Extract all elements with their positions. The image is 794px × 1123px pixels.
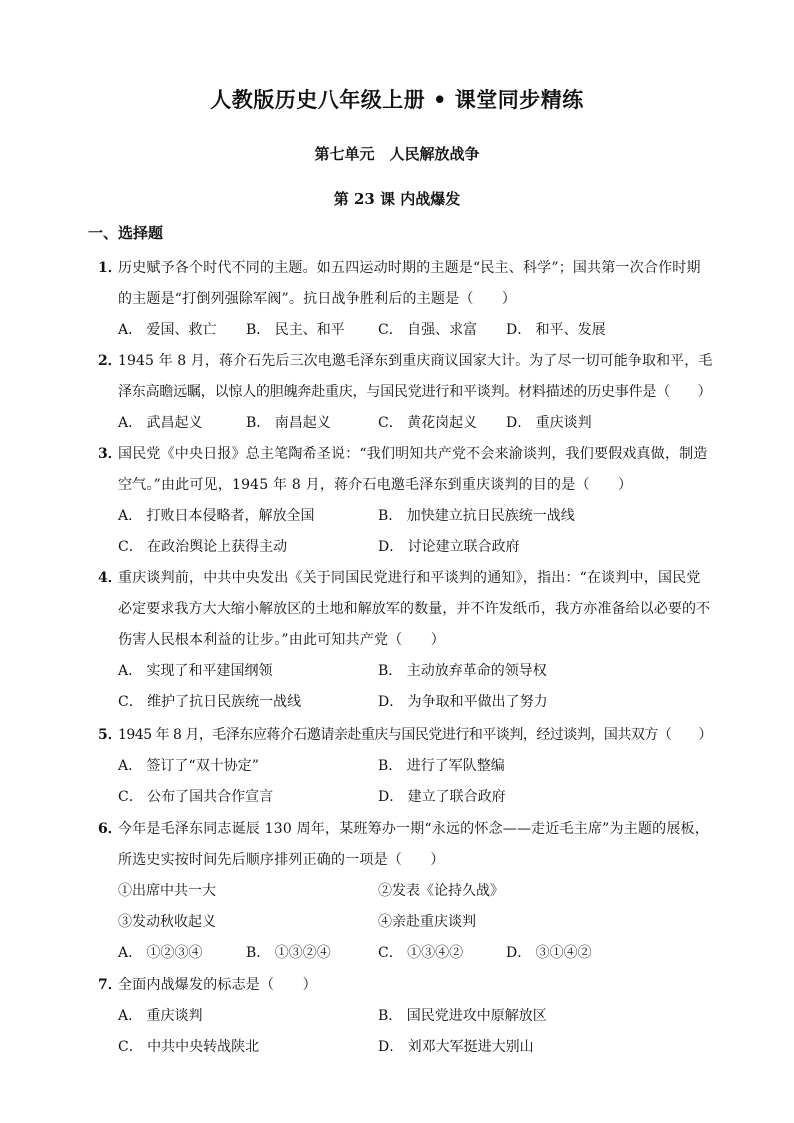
option-b: B． ①③②④ bbox=[246, 945, 331, 961]
question-text-line: 必定要求我方大大缩小解放区的土地和解放军的数量，并不许发纸币，我方亦准备给以必要的不 bbox=[118, 601, 711, 617]
option-d: D． 和平、发展 bbox=[506, 322, 606, 338]
document-title: 人教版历史八年级上册 • 课堂同步精练 bbox=[210, 87, 584, 112]
option-a: A． 武昌起义 bbox=[118, 415, 203, 431]
option-d: D． 重庆谈判 bbox=[506, 415, 592, 431]
question-number: 1． bbox=[98, 260, 122, 276]
question-text-line: 的主题是“打倒列强除军阀”。抗日战争胜利后的主题是（ ） bbox=[118, 291, 517, 307]
question-number: 2． bbox=[98, 353, 122, 369]
option-c: C． 公布了国共合作宣言 bbox=[118, 789, 274, 805]
question-text-line: 空气。”由此可见，1945 年 8 月，蒋介石电邀毛泽东到重庆谈判的目的是（ ） bbox=[118, 477, 633, 493]
question-text-line: 国民党《中央日报》总主笔陶希圣说：“我们明知共产党不会来渝谈判，我们要假戏真做，制造 bbox=[118, 446, 708, 462]
option-b: B． 南昌起义 bbox=[246, 415, 331, 431]
option-d: D． 建立了联合政府 bbox=[378, 789, 506, 805]
statement-item: ③发动秋收起义 bbox=[118, 914, 216, 930]
option-b: B． 加快建立抗日民族统一战线 bbox=[378, 508, 575, 524]
question-text-line: 1945 年 8 月，蒋介石先后三次电邀毛泽东到重庆商议国家大计。为了尽一切可能争取和平，毛 bbox=[118, 353, 713, 369]
option-c: C． 在政治舆论上获得主动 bbox=[118, 539, 288, 555]
option-c: C． 中共中央转战陕北 bbox=[118, 1039, 260, 1055]
option-a: A． 重庆谈判 bbox=[118, 1008, 203, 1024]
question-text-line: 1945 年 8 月，毛泽东应蒋介石邀请亲赴重庆与国民党进行和平谈判，经过谈判，国共双方（ ） bbox=[118, 727, 712, 743]
option-c: C． 黄花岗起义 bbox=[378, 415, 478, 431]
option-b: B． 民主、和平 bbox=[246, 322, 345, 338]
statement-item: ①出席中共一大 bbox=[118, 883, 216, 899]
question-text-line: 所选史实按时间先后顺序排列正确的一项是（ ） bbox=[118, 852, 445, 868]
question-number: 7． bbox=[98, 977, 122, 993]
option-b: B． 国民党进攻中原解放区 bbox=[378, 1008, 547, 1024]
option-c: C． 维护了抗日民族统一战线 bbox=[118, 694, 302, 710]
statement-item: ④亲赴重庆谈判 bbox=[378, 914, 476, 930]
question-text-line: 泽东高瞻远瞩，以惊人的胆魄奔赴重庆，与国民党进行和平谈判。材料描述的历史事件是（ ） bbox=[118, 384, 712, 400]
unit-heading: 第七单元 人民解放战争 bbox=[314, 145, 480, 163]
question-number: 6． bbox=[98, 821, 122, 837]
statement-item: ②发表《论持久战》 bbox=[378, 883, 504, 899]
option-b: B． 主动放弃革命的领导权 bbox=[378, 663, 547, 679]
option-a: A． 签订了“双十协定” bbox=[118, 758, 259, 774]
question-number: 3． bbox=[98, 446, 122, 462]
option-d: D． 刘邓大军挺进大别山 bbox=[378, 1039, 534, 1055]
option-a: A． 实现了和平建国纲领 bbox=[118, 663, 273, 679]
option-a: A． 爱国、救亡 bbox=[118, 322, 217, 338]
option-d: D． ③①④② bbox=[506, 945, 592, 961]
section-heading: 一、选择题 bbox=[88, 224, 164, 242]
option-b: B． 进行了军队整编 bbox=[378, 758, 505, 774]
question-number: 5． bbox=[98, 727, 122, 743]
question-text-line: 重庆谈判前，中共中央发出《关于同国民党进行和平谈判的通知》，指出：“在谈判中，国民党 bbox=[118, 570, 701, 586]
lesson-heading: 第 23 课 内战爆发 bbox=[333, 190, 461, 208]
question-text-line: 历史赋予各个时代不同的主题。如五四运动时期的主题是“民主、科学”；国共第一次合作时期 bbox=[118, 260, 701, 276]
option-c: C． 自强、求富 bbox=[378, 322, 478, 338]
option-d: D． 讨论建立联合政府 bbox=[378, 539, 520, 555]
question-text-line: 全面内战爆发的标志是（ ） bbox=[118, 977, 317, 993]
question-text-line: 今年是毛泽东同志诞辰 130 周年，某班筹办一期“永远的怀念——走近毛主席”为主题的展板， bbox=[118, 821, 709, 837]
question-number: 4． bbox=[98, 570, 122, 586]
option-c: C． ①③④② bbox=[378, 945, 464, 961]
question-text-line: 伤害人民根本利益的让步。”由此可知共产党（ ） bbox=[118, 632, 445, 648]
option-a: A． ①②③④ bbox=[118, 945, 203, 961]
option-d: D． 为争取和平做出了努力 bbox=[378, 694, 548, 710]
option-a: A． 打败日本侵略者，解放全国 bbox=[118, 508, 315, 524]
